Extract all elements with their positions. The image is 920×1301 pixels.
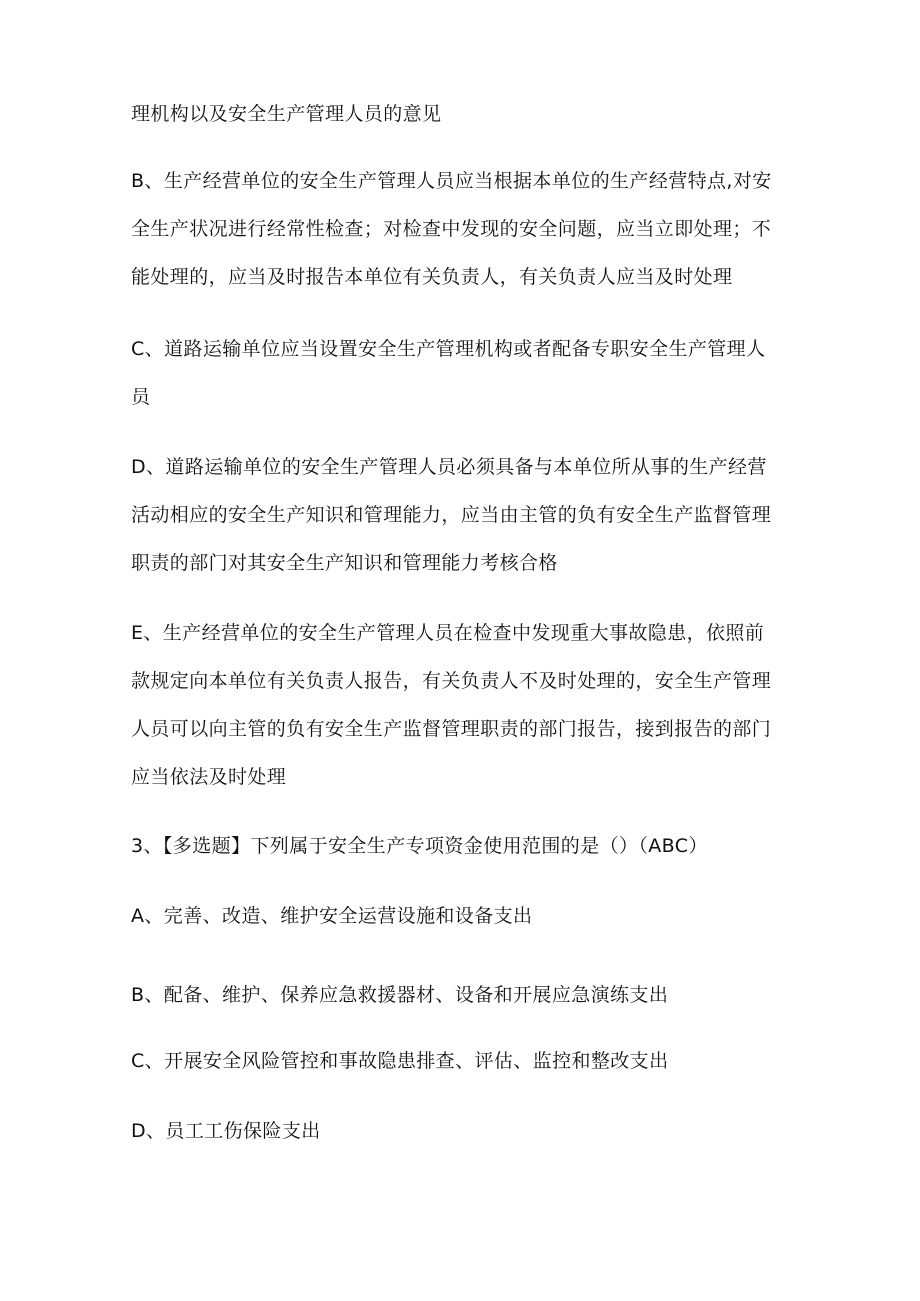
question-3-heading (131, 822, 797, 870)
option-b-paragraph (131, 157, 797, 301)
text-line: B、生产经营单位的安全生产管理人员应当根据本单位的生产经营特点,对安 (131, 170, 772, 192)
text-line: 职责的部门对其安全生产知识和管理能力考核合格 (131, 552, 558, 574)
text-line: 款规定向本单位有关负责人报告，有关负责人不及时处理的，安全生产管理 (131, 670, 772, 692)
option-d-paragraph (131, 443, 797, 587)
text-line: 人员可以向主管的负有安全生产监督管理职责的部门报告，接到报告的部门 (131, 718, 772, 740)
text-line: 能处理的，应当及时报告本单位有关负责人，有关负责人应当及时处理 (131, 266, 733, 288)
text-line: 活动相应的安全生产知识和管理能力，应当由主管的负有安全生产监督管理 (131, 504, 772, 526)
text-line: 3、【多选题】下列属于安全生产专项资金使用范围的是（）（ABC） (131, 835, 708, 857)
text-line: D、道路运输单位的安全生产管理人员必须具备与本单位所从事的生产经营 (131, 456, 767, 478)
question-3-option-a (131, 892, 797, 940)
option-e-paragraph (131, 609, 797, 801)
paragraph-continuation (131, 90, 797, 138)
text-line: E、生产经营单位的安全生产管理人员在检查中发现重大事故隐患，依照前 (131, 622, 765, 644)
option-c-paragraph (131, 325, 797, 421)
text-line: 全生产状况进行经常性检查；对检查中发现的安全问题，应当立即处理；不 (131, 218, 772, 240)
question-3-option-d (131, 1107, 797, 1155)
text-line: 员 (131, 386, 151, 408)
text-line: D、员工工伤保险支出 (131, 1120, 321, 1142)
text-line: A、完善、改造、维护安全运营设施和设备支出 (131, 905, 533, 927)
text-line: B、配备、维护、保养应急救援器材、设备和开展应急演练支出 (131, 984, 669, 1006)
text-line: 应当依法及时处理 (131, 766, 287, 788)
text-line: C、道路运输单位应当设置安全生产管理机构或者配备专职安全生产管理人 (131, 338, 766, 360)
text-line: 理机构以及安全生产管理人员的意见 (131, 103, 442, 125)
question-3-option-c (131, 1037, 797, 1085)
text-line: C、开展安全风险管控和事故隐患排查、评估、监控和整改支出 (131, 1050, 669, 1072)
question-3-option-b (131, 971, 797, 1019)
